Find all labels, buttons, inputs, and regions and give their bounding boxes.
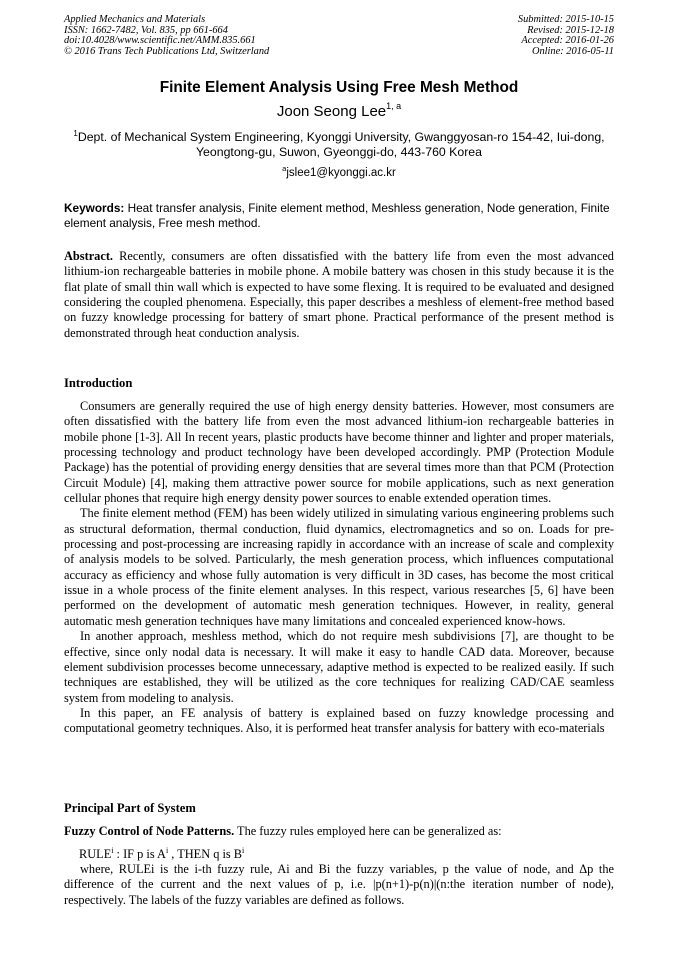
section-heading-introduction: Introduction [64, 376, 133, 390]
where-text: where, RULEi is the i-th fuzzy rule, Ai and Bi the fuzzy variables, p the value of node, and Δp the difference of the current and the next values of p, i.e. |p(n+1)-p(n)|(n:the iteration number of node), respectively. The labels of the fuzzy variables are defined as follows. [64, 862, 614, 907]
rule-name: RULE [79, 847, 112, 861]
author-name: Joon Seong Lee [276, 103, 387, 120]
paper-title: Finite Element Analysis Using Free Mesh Method [159, 79, 519, 96]
rule-if: : IF p is A [113, 847, 166, 861]
section-heading-principal: Principal Part of System [64, 801, 196, 815]
intro-paragraph: Consumers are generally required the use of high energy density batteries. However, most consumers are often dissatisfied with the battery life from even the most advanced lithium-ion rechargeable batteries in mobile phone [1-3]. All In recent years, plastic products have become thinner and lighter and proper materials, processing technology and product technology have been developed accordingly. PMP (Protection Module Package) has the potential of providing energy densities that are several times more than that PCM (Protection Circuit Module) [4], making them attractive power source for mobile applications, such as next generation cellular phones that require high energy density power sources to enable extended operation times. [64, 399, 614, 506]
affiliation-text: Dept. of Mechanical System Engineering, Kyonggi University, Gwanggyosan-ro 154-42, Iui-dong, Yeongtong-gu, Suwon, Gyeonggi-do, 443-760 Korea [77, 130, 605, 159]
journal-name: Applied Mechanics and Materials [64, 14, 206, 25]
rule-sup: i [165, 846, 169, 855]
journal-doi[interactable]: doi:10.4028/www.scientific.net/AMM.835.661 [64, 35, 256, 47]
keywords-text: Heat transfer analysis, Finite element method, Meshless generation, Node generation, Finite element analysis, Free mesh method. [64, 201, 610, 230]
email-mark: a [282, 164, 287, 173]
fuzzy-control-label: Fuzzy Control of Node Patterns. [64, 824, 235, 838]
email-line [0, 166, 678, 181]
rule-then: , THEN q is B [168, 847, 243, 861]
author-line [0, 103, 678, 121]
date-submitted: Submitted: 2015-10-15 [517, 14, 614, 25]
journal-header-left [64, 15, 269, 57]
rule-sup: i [111, 846, 114, 855]
where-paragraph [64, 862, 614, 908]
intro-paragraph: In this paper, an FE analysis of battery is explained based on fuzzy knowledge processing and computational geometry techniques. Also, it is performed heat transfer analysis for battery with eco-materials [64, 705, 614, 736]
fuzzy-rule-formula [79, 847, 244, 862]
keywords [64, 201, 614, 231]
journal-header-right [518, 15, 614, 57]
affiliation-mark: 1 [73, 129, 78, 138]
fuzzy-control-paragraph [64, 824, 614, 839]
fuzzy-control-text: The fuzzy rules employed here can be generalized as: [237, 824, 502, 838]
abstract-text: Recently, consumers are often dissatisfied with the battery life from even the most advanced lithium-ion rechargeable batteries in mobile phone. A mobile battery was chosen in this study because it is the flat plate of small thin wall which is expected to have some flexing. It is required to be evaluated and designed considering the coupled phenomena. Especially, this paper describes a meshless of element-free method based on fuzzy knowledge processing for battery of smart phone. Practical performance of the present method is demonstrated through heat conduction analysis. [64, 249, 614, 340]
journal-issn: ISSN: 1662-7482, Vol. 835, pp 661-664 [64, 24, 228, 36]
date-revised: Revised: 2015-12-18 [527, 24, 614, 36]
author-marks: 1, a [386, 101, 402, 111]
date-accepted: Accepted: 2016-01-26 [521, 35, 614, 47]
introduction-body [64, 399, 614, 737]
affiliation [64, 130, 614, 160]
abstract-label: Abstract. [64, 249, 114, 263]
intro-paragraph: In another approach, meshless method, which do not require mesh subdivisions [7], are thought to be effective, since only nodal data is necessary. It will make it easy to handle CAD data. Moreover, because element subdivision processes become unnecessary, adaptive method is expected to be realized easily. If such techniques are established, they will be utilized as the core techniques for realizing CAD/CAE seamless system from modeling to analysis. [64, 629, 614, 705]
email-address[interactable]: jslee1@kyonggi.ac.kr [286, 167, 396, 179]
keywords-label: Keywords: [64, 201, 125, 215]
intro-paragraph: The finite element method (FEM) has been widely utilized in simulating various engineering problems such as structural deformation, thermal conduction, fluid dynamics, electromagnetics and so on. Loads for pre-processing and post-processing are increasing rapidly in accordance with an increase of scale and complexity of analysis models to be solved. Particularly, the mesh generation process, which influences computational accuracy as efficiency and whose fully automation is very difficult in 3D cases, has become the most critical issue in a whole process of the finite element analyses. In this respect, various researches [5, 6] have been performed on the development of automatic mesh generation techniques. However, in reality, general automatic mesh generation techniques have many limitations and concealed experienced know-hows. [64, 506, 614, 628]
journal-copyright: © 2016 Trans Tech Publications Ltd, Switzerland [64, 45, 270, 57]
date-online: Online: 2016-05-11 [531, 45, 614, 57]
rule-sup: i [242, 846, 245, 855]
abstract [64, 249, 614, 341]
